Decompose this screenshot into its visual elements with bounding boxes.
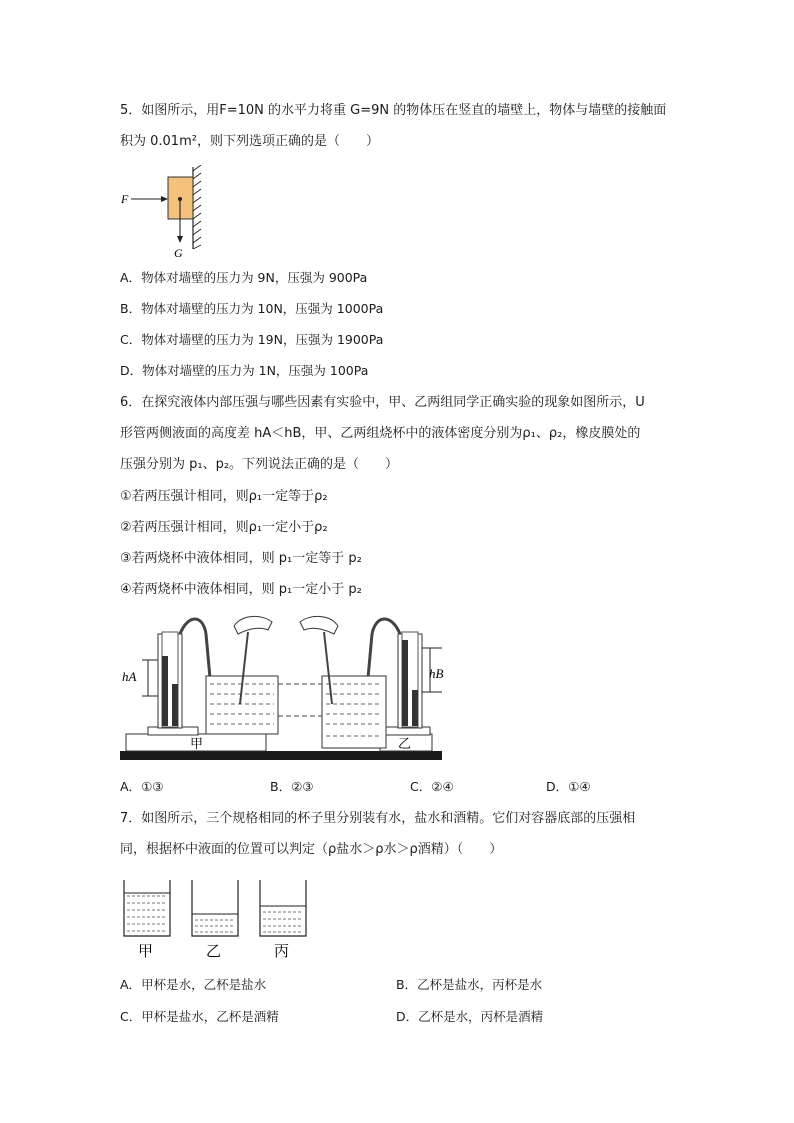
label-jia: 甲 [190,736,204,751]
q5-force-diagram [115,165,215,265]
q7-option-b: B．乙杯是盐水，丙杯是水 [396,977,543,992]
force-label: F [121,192,129,206]
q7-option-d: D．乙杯是水，丙杯是酒精 [396,1009,544,1024]
q6-statement-4: ④若两烧杯中液体相同，则 p₁一定小于 p₂ [120,582,362,597]
q5-option-a: A．物体对墙壁的压力为 9N，压强为 900Pa [120,270,368,285]
q6-option-a: A．①③ [120,779,164,794]
q6-stem-line2: 形管两侧液面的高度差 hA＜hB，甲、乙两组烧杯中的液体密度分别为ρ₁、ρ₂，橡皮膜处的 [120,426,641,441]
q6-option-b: B．②③ [270,779,314,794]
q7-stem-line1: 7．如图所示，三个规格相同的杯子里分别装有水，盐水和酒精。它们对容器底部的压强相 [120,811,636,826]
cup-label-jia: 甲 [138,944,154,960]
q5-stem-line1: 5．如图所示，用F=10N 的水平力将重 G=9N 的物体压在竖直的墙壁上，物体与墙壁的接触面 [120,103,667,118]
q6-option-d: D．①④ [546,779,591,794]
q5-option-b: B．物体对墙壁的压力为 10N，压强为 1000Pa [120,301,384,316]
q7-option-a: A．甲杯是水，乙杯是盐水 [120,977,267,992]
q6-stem-line3: 压强分别为 p₁、p₂。下列说法正确的是（ ） [120,457,399,472]
q6-stem-line1: 6．在探究液体内部压强与哪些因素有实验中，甲、乙两组同学正确实验的现象如图所示，U [120,395,645,410]
q6-statement-2: ②若两压强计相同，则ρ₁一定小于ρ₂ [120,520,328,535]
q6-statement-1: ①若两压强计相同，则ρ₁一定等于ρ₂ [120,489,328,504]
label-yi: 乙 [398,736,412,751]
q5-stem-line2: 积为 0.01m²，则下列选项正确的是（ ） [120,134,379,149]
q6-pressure-gauge-diagram [118,608,448,768]
gravity-label: G [174,246,183,260]
q6-statement-3: ③若两烧杯中液体相同，则 p₁一定等于 p₂ [120,551,362,566]
q7-cups-diagram [118,876,318,962]
cup-label-yi: 乙 [206,944,222,960]
q6-option-c: C．②④ [410,779,454,794]
h-right-label: hB [429,666,444,681]
cup-label-bing: 丙 [274,944,290,960]
q7-option-c: C．甲杯是盐水，乙杯是酒精 [120,1009,279,1024]
q5-option-d: D．物体对墙壁的压力为 1N，压强为 100Pa [120,363,369,378]
q5-option-c: C．物体对墙壁的压力为 19N，压强为 1900Pa [120,332,384,347]
q7-stem-line2: 同，根据杯中液面的位置可以判定（ρ盐水＞ρ水＞ρ酒精）（ ） [120,842,503,857]
h-left-label: hA [122,669,137,684]
